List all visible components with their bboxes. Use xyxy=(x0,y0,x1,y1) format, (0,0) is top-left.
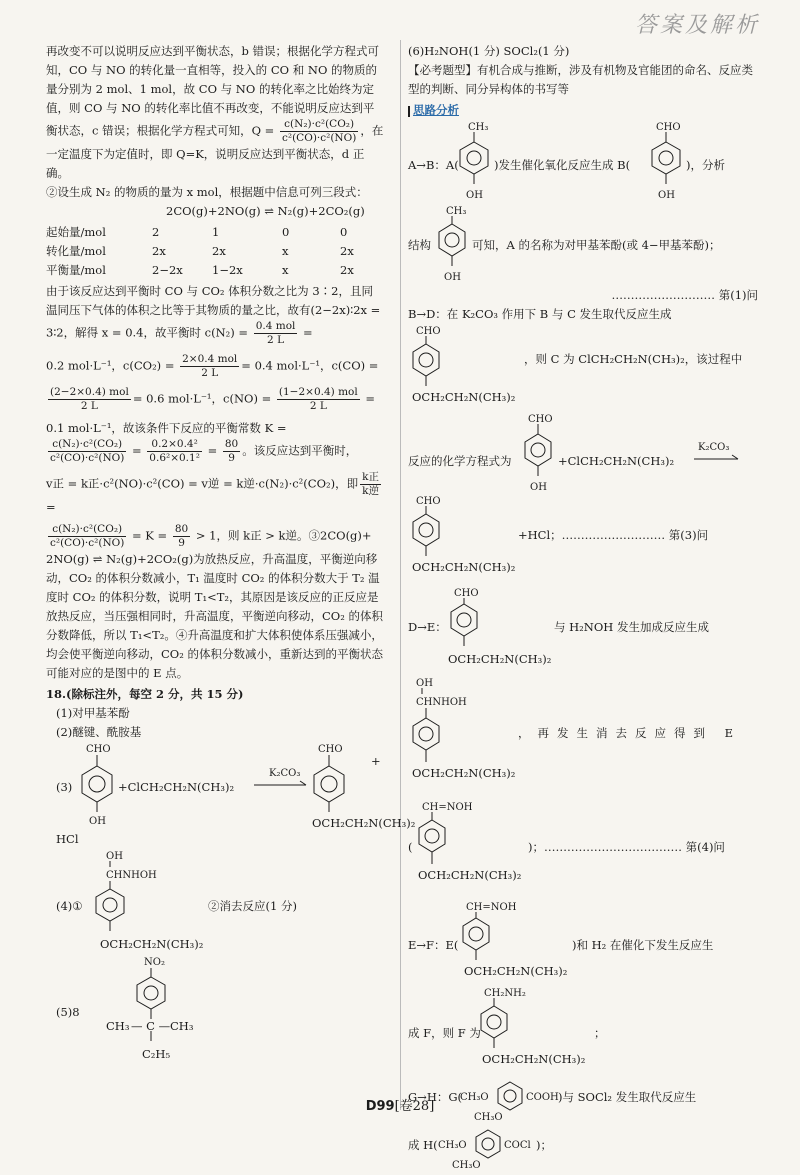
frac-num: 80 xyxy=(224,438,239,450)
no2-label: NO₂ xyxy=(144,957,165,968)
eq-reagent: +ClCH₂CH₂N(CH₃)₂ xyxy=(558,454,675,468)
column-divider xyxy=(400,40,401,1110)
e-struct xyxy=(408,800,758,900)
ab-a: A→B：A( xyxy=(408,158,459,172)
ether-chain: OCH₂CH₂N(CH₃)₂ xyxy=(418,868,522,882)
oh-label: OH xyxy=(444,272,461,283)
frac-co xyxy=(48,386,131,413)
struct-a: 结构 xyxy=(408,238,431,252)
table-row xyxy=(46,223,362,242)
answer-2: (2)醚键、酰胺基 xyxy=(56,725,142,739)
h-struct xyxy=(408,1126,758,1174)
ether-chain: OCH₂CH₂N(CH₃)₂ xyxy=(482,1052,586,1066)
gh-mid: )与 SOCl₂ 发生取代反应生 xyxy=(558,1090,697,1104)
answer-5 xyxy=(56,955,384,1067)
ch3o-bottom: CH₃O xyxy=(452,1160,481,1171)
q-fraction xyxy=(280,118,358,145)
pencil-icon xyxy=(408,106,410,117)
p-cresol-2 xyxy=(432,204,472,286)
frac-kr xyxy=(48,523,126,550)
frac-num: c(N₂)·c²(CO₂) xyxy=(280,118,358,132)
answer-4-label: (4)① xyxy=(56,899,83,913)
answer-6: (6)H₂NOH(1 分) SOCl₂(1 分) xyxy=(408,44,570,58)
cell: 0 xyxy=(282,225,290,239)
benzene-ring-b xyxy=(518,412,558,494)
plus: + xyxy=(371,754,381,768)
frac-num: k正 xyxy=(362,471,379,483)
ether-chain: OCH₂CH₂N(CH₃)₂ xyxy=(464,964,568,978)
frac-no xyxy=(277,386,360,413)
equation: 2CO(g)+2NO(g) ⇌ N₂(g)+2CO₂(g) xyxy=(166,204,365,218)
think-heading xyxy=(408,101,758,120)
frac-den: 9 xyxy=(178,537,185,549)
h-text: 成 H( xyxy=(408,1138,438,1152)
frac-den: 2 L xyxy=(309,400,327,412)
eq-text: 反应的化学方程式为 xyxy=(408,454,512,468)
oh-label: OH xyxy=(658,190,675,201)
para-8-mid: = K = xyxy=(132,528,168,543)
answer-3-reaction xyxy=(56,742,416,830)
f-struct xyxy=(408,986,758,1078)
frac-co2 xyxy=(180,353,239,380)
answer-4b: ②消去反应(1 分) xyxy=(208,899,297,913)
benzene-ring-d3 xyxy=(444,586,484,658)
frac-num: 2×0.4 mol xyxy=(182,353,238,365)
frac-den: 0.6²×0.1² xyxy=(149,452,200,464)
cho-label: CHO xyxy=(416,326,441,337)
answer-3-label: (3) xyxy=(56,780,73,794)
benzene-ring-chnhoh xyxy=(86,849,157,941)
oh-label: OH xyxy=(466,190,483,201)
cho-label: CHO xyxy=(318,744,343,755)
para-6b: $\frac{\text{c(N₂)·c²(CO₂)}}{\text{c²(CO)·c²(NO)}}$ = $\frac{\text{0.2×0.4²}}{\text{0.6²×0.1²}}$ = $\frac{80}{9}$ 。该反应达到平衡时， xyxy=(50,438,358,464)
para-4 xyxy=(46,353,384,380)
frac-num: 0.2×0.4² xyxy=(147,438,202,452)
frac-k xyxy=(48,438,126,465)
structure-a xyxy=(408,204,758,286)
answer-4 xyxy=(56,849,384,955)
question-1-marker: ……………………… 第(1)问 xyxy=(611,288,758,302)
table-row xyxy=(46,261,362,280)
amine-label: CH₂NH₂ xyxy=(484,988,526,999)
page-footer xyxy=(0,1095,800,1114)
cocl: COCl xyxy=(504,1140,531,1151)
quaternary-carbon: — C — xyxy=(131,1019,171,1033)
ether-chain: OCH₂CH₂N(CH₃)₂ xyxy=(448,652,552,666)
hcl: HCl xyxy=(56,832,79,846)
para-9: 2NO(g) ⇌ N₂(g)+2CO₂(g)为放热反应，升高温度，平衡逆向移动，CO₂ 的体积分数减小，T₁ 温度时 CO₂ 的体积分数大于 T₂ 温度时 CO₂ 的体积分数，说明 T₁<T₂，其原因是该反应的正反应是放热反应，当压强相同时，升高温度，平衡逆向移动，CO₂ 的体积分数降低，所以 T₁<T₂。④升高温度和扩大体积使体系压强减小，均会使平衡逆向移动，CO₂ 的体积分数减小，重新达到的平衡状态可能对应的是图中的 E 点。 xyxy=(46,552,383,680)
table-row xyxy=(46,242,362,261)
arrow-icon xyxy=(254,780,312,790)
cell: 转化量/mol xyxy=(46,244,106,258)
para-1-text: 再改变不可以说明反应达到平衡状态，b 错误；根据化学方程式可知，CO 与 NO 的转化量一直相等，投入的 CO 和 NO 的物质的量分别为 2 mol、1 mol，故 CO 与 NO 的转化率之比始终为定值，则 CO 与 NO 的转化率比值不再改变，不能说明反应达到平衡状态，c 错误；根据化学方程式可知，Q = xyxy=(46,44,380,138)
must-test: 【必考题型】有机合成与推断，涉及有机物及官能团的命名、反应类型的判断、同分异构体的书写等 xyxy=(408,63,753,96)
oh-label: OH xyxy=(106,851,123,862)
condition: K₂CO₃ xyxy=(269,768,301,779)
ether-chain: OCH₂CH₂N(CH₃)₂ xyxy=(412,560,516,574)
cho-label: CHO xyxy=(656,122,681,133)
cooh: COOH xyxy=(526,1092,559,1103)
para-1 xyxy=(46,42,384,183)
para-7-text: v正 = k正·c²(NO)·c²(CO) = v逆 = k逆·c(N₂)·c²(CO₂)，即 xyxy=(46,476,359,491)
frac-num: c(N₂)·c²(CO₂) xyxy=(48,438,126,452)
benzene-ring-cho-oh xyxy=(72,742,122,830)
chnhoh-label: CHNHOH xyxy=(416,697,467,708)
answer-1: (1)对甲基苯酚 xyxy=(56,706,130,720)
frac-den: c²(CO)·c²(NO) xyxy=(281,132,357,144)
para-8 xyxy=(46,523,384,550)
para-1-tail: ，在一定温度下为定值时，即 Q=K，说明反应达到平衡状态，d 正确。 xyxy=(46,123,384,180)
page-number: D99 xyxy=(365,1099,395,1114)
chnhoh-label: CHNHOH xyxy=(106,870,157,881)
struct-b: 可知，A 的名称为对甲基苯酚(或 4−甲基苯酚)； xyxy=(472,238,721,252)
de: D→E： xyxy=(408,620,447,634)
de-tail-2: ，再发生消去反应得到 E xyxy=(518,726,742,740)
cell: 2 xyxy=(152,225,160,239)
ch3-label: CH₃ xyxy=(468,122,489,133)
cho-label: CHO xyxy=(416,496,441,507)
arrow-icon xyxy=(694,454,744,464)
cell: 2x xyxy=(340,263,354,277)
ether-chain: OCH₂CH₂N(CH₃)₂ xyxy=(412,766,516,780)
oh-label: OH xyxy=(416,678,433,689)
d-product xyxy=(408,494,758,586)
cell: 起始量/mol xyxy=(46,225,106,239)
para-3: 由于该反应达到平衡时 CO 与 CO₂ 体积分数之比为 3∶2，且同温同压下气体的体积之比等于其物质的量之比，故有(2−2x)∶2x = 3∶2，解得 x = 0.4，故平衡时 c(N₂) = $\frac{\text{0.4 mol}}{2 L}$ = xyxy=(46,284,381,346)
cho-label: CHO xyxy=(86,744,111,755)
p-hydroxybenzaldehyde xyxy=(646,120,686,204)
frac-80 xyxy=(173,523,190,550)
para-5: $\frac{\text{(2−2×0.4) mol}}{2 L}$ = 0.6 mol·L⁻¹，c(NO) = $\frac{\text{(1−2×0.4) mol}}{2 L}$ = xyxy=(50,386,376,412)
frac-den: 2 L xyxy=(80,400,98,412)
e-tail: )；……………………………… 第(4)问 xyxy=(528,840,725,854)
frac-k3 xyxy=(223,438,240,465)
para-4a: 0.2 mol·L⁻¹，c(CO₂) = xyxy=(46,358,175,373)
cell: 1 xyxy=(212,225,220,239)
oxime-label: CH=NOH xyxy=(422,802,473,813)
ef: E→F：E( xyxy=(408,938,459,952)
ab-b: )发生催化氧化反应生成 B( xyxy=(494,158,631,172)
frac-num: c(N₂)·c²(CO₂) xyxy=(48,523,126,537)
frac-num: (1−2×0.4) mol xyxy=(278,386,358,398)
para-6-tail: 。该反应达到平衡时， xyxy=(242,443,358,458)
frac-den: c²(CO)·c²(NO) xyxy=(50,452,125,464)
frac-k2 xyxy=(147,438,202,465)
ether-chain: OCH₂CH₂N(CH₃)₂ xyxy=(100,937,204,951)
ether-chain: OCH₂CH₂N(CH₃)₂ xyxy=(412,390,516,404)
f-text: 成 F，则 F 为 xyxy=(408,1026,481,1040)
ether-chain: OCH₂CH₂N(CH₃)₂ xyxy=(312,816,416,830)
ice-table xyxy=(46,223,362,280)
e-to-f xyxy=(408,900,758,986)
eq-cond: K₂CO₃ xyxy=(698,442,730,453)
ch3-right: CH₃ xyxy=(170,1019,194,1033)
ch3o-bottom: CH₃O xyxy=(474,1112,503,1123)
a-to-b xyxy=(408,120,758,204)
volume-label: [卷28] xyxy=(394,1099,435,1114)
frac-num: 80 xyxy=(174,523,189,535)
page-header-title: 答案及解析 xyxy=(634,13,760,38)
frac-num: 0.4 mol xyxy=(255,320,296,332)
bd-tail: ，则 C 为 ClCH₂CH₂N(CH₃)₂，该过程中 xyxy=(524,352,743,366)
ef-tail: )和 H₂ 在催化下发生反应生 xyxy=(572,938,714,952)
cell: x xyxy=(282,263,289,277)
right-column xyxy=(408,42,758,1174)
frac-num: (2−2×0.4) mol xyxy=(50,386,129,398)
para-8-tail: > 1，则 k正 > k逆。③2CO(g)+ xyxy=(195,528,372,543)
gh: G→H：G( xyxy=(408,1090,463,1104)
para-6: 0.1 mol·L⁻¹，故该条件下反应的平衡常数 K = xyxy=(46,421,287,435)
ch3-left: CH₃ xyxy=(106,1019,130,1033)
frac-den: 2 L xyxy=(267,334,285,346)
oh-label: OH xyxy=(530,482,547,493)
paren-open: ( xyxy=(408,840,413,854)
para-4b: = 0.4 mol·L⁻¹，c(CO) = xyxy=(241,358,379,373)
de-tail: 与 H₂NOH 发生加成反应生成 xyxy=(554,620,709,634)
reagent: +ClCH₂CH₂N(CH₃)₂ xyxy=(118,780,235,794)
cho-label: CHO xyxy=(528,414,553,425)
cho-label: CHO xyxy=(454,588,479,599)
para-2: ②设生成 N₂ 的物质的量为 x mol，根据题中信息可列三段式： xyxy=(46,185,368,199)
cell: 0 xyxy=(340,225,348,239)
d-to-e xyxy=(408,586,758,676)
frac-den: 2 L xyxy=(201,367,219,379)
cell: 1−2x xyxy=(212,263,243,277)
frac-kk xyxy=(360,471,381,498)
p-cresol xyxy=(454,120,494,204)
para-5a: = 0.6 mol·L⁻¹，c(NO) = xyxy=(132,391,272,406)
oxime-label: CH=NOH xyxy=(466,902,517,913)
para-7: v正 = k正·c²(NO)·c²(CO) = v逆 = k逆·c(N₂)·c²(CO₂)，即 $\frac{\text{k正}}{\text{k逆}}$ = xyxy=(46,471,379,514)
d-struct xyxy=(408,324,758,412)
cell: 2−2x xyxy=(152,263,183,277)
intermediate xyxy=(408,676,758,800)
frac-den: c²(CO)·c²(NO) xyxy=(50,537,125,549)
hcl-marker: +HCl；……………………… 第(3)问 xyxy=(518,528,709,542)
frac-den: 9 xyxy=(228,452,235,464)
left-column xyxy=(46,42,416,1067)
ch3o-top: CH₃O xyxy=(438,1140,467,1151)
frac-n2 xyxy=(254,320,298,347)
answer-5-label: (5)8 xyxy=(56,1005,80,1019)
equation-row xyxy=(408,412,758,494)
ch3-label: CH₃ xyxy=(446,206,467,217)
cell: 平衡量/mol xyxy=(46,263,106,277)
think-label: 思路分析 xyxy=(413,103,459,117)
ch3o-top: CH₃O xyxy=(460,1092,489,1103)
para-3-text: 由于该反应达到平衡时 CO 与 CO₂ 体积分数之比为 3∶2，且同温同压下气体的体积之比等于其物质的量之比，故有(2−2x)∶2x = 3∶2，解得 x = 0.4，故平衡时 c(N₂) = xyxy=(46,284,381,340)
benzene-ring-amine xyxy=(478,986,538,1058)
cell: 2x xyxy=(212,244,226,258)
b-to-d: B→D：在 K₂CO₃ 作用下 B 与 C 发生取代反应生成 xyxy=(408,307,672,321)
q18-head: 18.(除标注外，每空 2 分，共 15 分) xyxy=(46,687,244,701)
ab-c: )，分析 xyxy=(686,158,725,172)
oh-label: OH xyxy=(89,816,106,827)
c2h5: C₂H₅ xyxy=(142,1047,171,1061)
cell: 2x xyxy=(152,244,166,258)
cell: x xyxy=(282,244,289,258)
cell: 2x xyxy=(340,244,354,258)
f-tail: ； xyxy=(594,1026,606,1040)
frac-den: k逆 xyxy=(362,485,379,497)
h-tail: )； xyxy=(536,1138,552,1152)
